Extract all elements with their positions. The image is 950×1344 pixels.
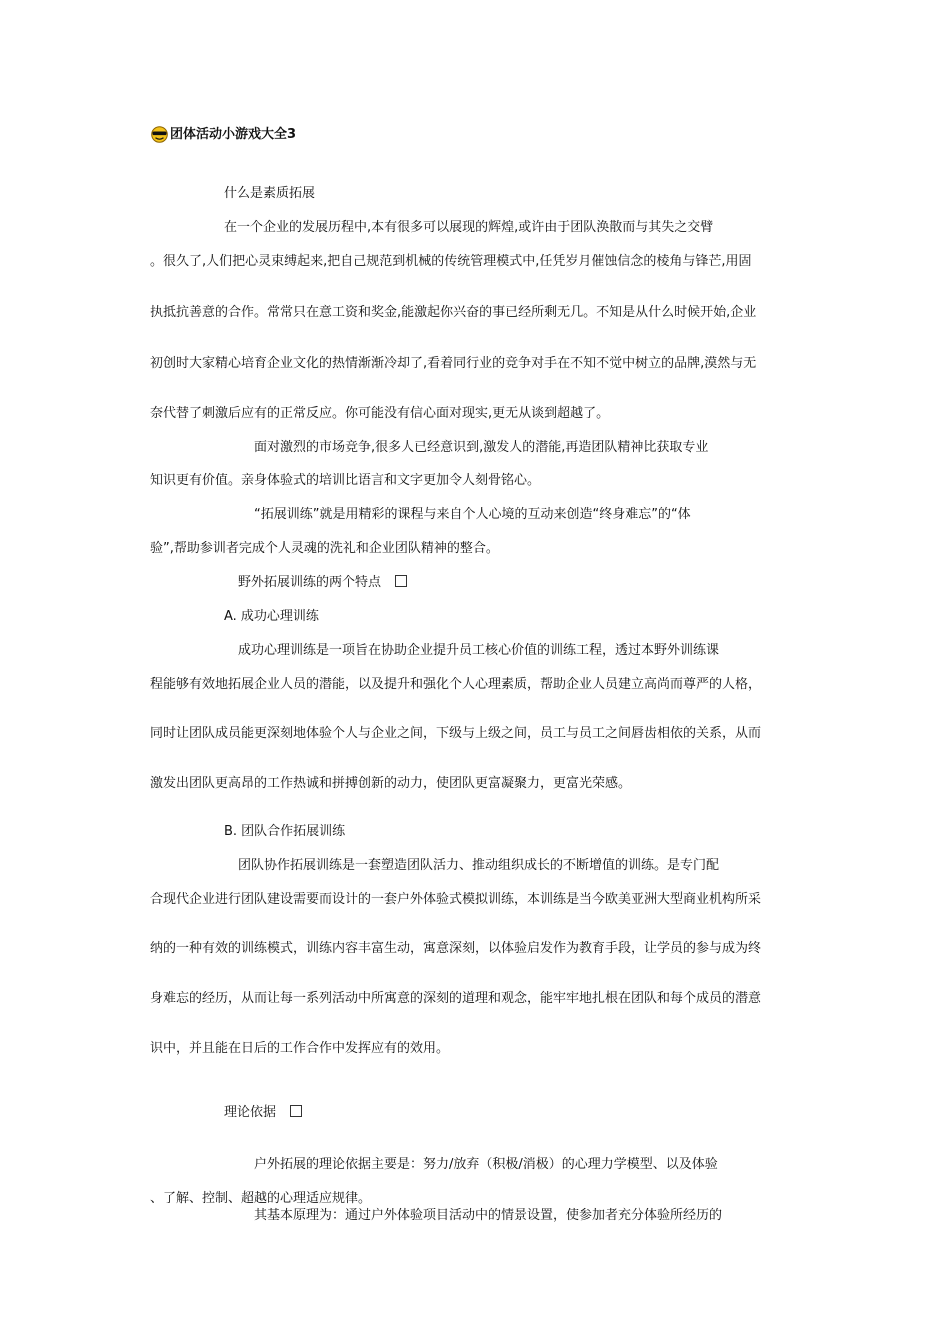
- paragraph-line: 知识更有价值。亲身体验式的培训比语言和文字更加令人刻骨铭心。: [150, 473, 541, 488]
- paragraph-line: 程能够有效地拓展企业人员的潜能，以及提升和强化个人心理素质，帮助企业人员建立高尚而尊严的人格，: [150, 677, 762, 692]
- paragraph-line: 奈代替了刺激后应有的正常反应。你可能没有信心面对现实,更无从谈到超越了。: [150, 406, 610, 421]
- paragraph-line: 户外拓展的理论依据主要是：努力/放弃（积极/消极）的心理力学模型、以及体验: [254, 1157, 718, 1172]
- paragraph-line: 在一个企业的发展历程中,本有很多可以展现的辉煌,或许由于团队涣散而与其失之交臂: [224, 220, 714, 235]
- paragraph-line: 同时让团队成员能更深刻地体验个人与企业之间，下级与上级之间，员工与员工之间唇齿相依的关系，从而: [150, 726, 762, 741]
- paragraph-line: 纳的一种有效的训练模式，训练内容丰富生动，寓意深刻，以体验启发作为教育手段，让学员的参与成为终: [150, 941, 762, 956]
- paragraph-line: 、了解、控制、超越的心理适应规律。: [150, 1191, 372, 1206]
- section-heading-text: 理论依据: [224, 1105, 277, 1120]
- paragraph-line: 验”,帮助参训者完成个人灵魂的洗礼和企业团队精神的整合。: [150, 541, 499, 556]
- section-heading-text: 野外拓展训练的两个特点: [238, 575, 382, 590]
- paragraph-line: 身难忘的经历，从而让每一系列活动中所寓意的深刻的道理和观念，能牢牢地扎根在团队和每个成员的潜意: [150, 991, 762, 1006]
- section-heading-theory: [224, 1104, 302, 1121]
- subsection-heading-a: A. 成功心理训练: [224, 609, 319, 624]
- section-heading-what-is: 什么是素质拓展: [224, 186, 316, 201]
- paragraph-line: 面对激烈的市场竞争,很多人已经意识到,激发人的潜能,再造团队精神比获取专业: [254, 440, 709, 455]
- subsection-heading-b: B. 团队合作拓展训练: [224, 824, 346, 839]
- sunglasses-face-icon: [150, 126, 169, 143]
- paragraph-line: 执抵抗善意的合作。常常只在意工资和奖金,能激起你兴奋的事已经所剩无几。不知是从什么时候开始,企业: [150, 305, 757, 320]
- paragraph-line: “拓展训练”就是用精彩的课程与来自个人心境的互动来创造“终身难忘”的“体: [254, 507, 691, 522]
- paragraph-line: 成功心理训练是一项旨在协助企业提升员工核心价值的训练工程，透过本野外训练课: [238, 643, 720, 658]
- paragraph-line: 团队协作拓展训练是一套塑造团队活力、推动组织成长的不断增值的训练。是专门配: [238, 858, 720, 873]
- checkbox-icon: [395, 575, 407, 587]
- paragraph-line: 激发出团队更高昂的工作热诚和拼搏创新的动力，使团队更富凝聚力，更富光荣感。: [150, 776, 632, 791]
- checkbox-icon: [290, 1105, 302, 1117]
- section-heading-two-features: [238, 574, 407, 591]
- document-title-text: 团体活动小游戏大全3: [170, 127, 297, 142]
- paragraph-line: 。很久了,人们把心灵束缚起来,把自己规范到机械的传统管理模式中,任凭岁月催蚀信念的棱角与锋芒,用固: [150, 254, 752, 269]
- paragraph-line: 初创时大家精心培育企业文化的热情渐渐冷却了,看着同行业的竞争对手在不知不觉中树立的品牌,漠然与无: [150, 356, 757, 371]
- paragraph-line: 合现代企业进行团队建设需要而设计的一套户外体验式模拟训练，本训练是当今欧美亚洲大型商业机构所采: [150, 892, 762, 907]
- document-title: [150, 126, 296, 143]
- paragraph-line: 其基本原理为：通过户外体验项目活动中的情景设置，使参加者充分体验所经历的: [254, 1208, 723, 1223]
- paragraph-line: 识中，并且能在日后的工作合作中发挥应有的效用。: [150, 1041, 450, 1056]
